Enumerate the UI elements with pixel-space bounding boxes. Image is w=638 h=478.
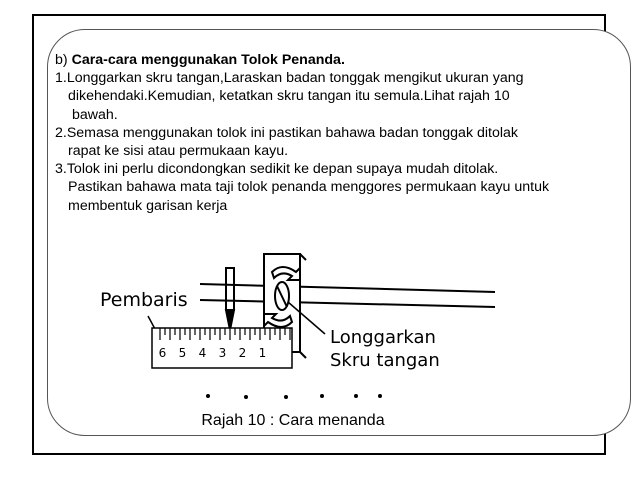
gauge-spur-holder [226, 268, 234, 330]
skru-tangan-label: Skru tangan [330, 350, 440, 371]
figure-caption: Rajah 10 : Cara menanda [201, 412, 385, 429]
step-line: Pastikan bahawa mata taji tolok penanda menggores permukaan kayu untuk [68, 179, 550, 196]
step-line: dikehendaki.Kemudian, ketatkan skru tangan itu semula.Lihat rajah 10 [68, 88, 510, 105]
longgarkan-label: Longgarkan [330, 327, 436, 348]
ruler-number: 3 [218, 346, 227, 360]
ruler-number: 5 [178, 346, 187, 360]
step-line: bawah. [72, 106, 118, 123]
heading-title: Cara-cara menggunakan Tolok Penanda. [71, 52, 345, 68]
thumb-screw-icon [275, 282, 289, 310]
ruler-number: 6 [158, 346, 167, 360]
marking-gauge-diagram [60, 250, 520, 400]
ruler-number: 1 [258, 346, 267, 360]
step-line: 2.Semasa menggunakan tolok ini pastikan bahawa badan tonggak ditolak [55, 124, 518, 141]
step-line: rapat ke sisi atau permukaan kayu. [68, 143, 289, 160]
step-line: 3.Tolok ini perlu dicondongkan sedikit ke depan supaya mudah ditolak. [55, 161, 499, 178]
cropped-marking-line [206, 394, 382, 399]
step-line: 1.Longgarkan skru tangan,Laraskan badan tonggak mengikut ukuran yang [55, 70, 524, 87]
step-line: membentuk garisan kerja [68, 197, 228, 214]
section-heading [55, 51, 615, 69]
gauge-beam [200, 284, 495, 307]
ruler-number: 2 [238, 346, 247, 360]
pembaris-label: Pembaris [100, 289, 188, 311]
heading-prefix: b) [55, 52, 68, 68]
ruler-number: 4 [198, 346, 207, 360]
instruction-text [55, 51, 615, 215]
